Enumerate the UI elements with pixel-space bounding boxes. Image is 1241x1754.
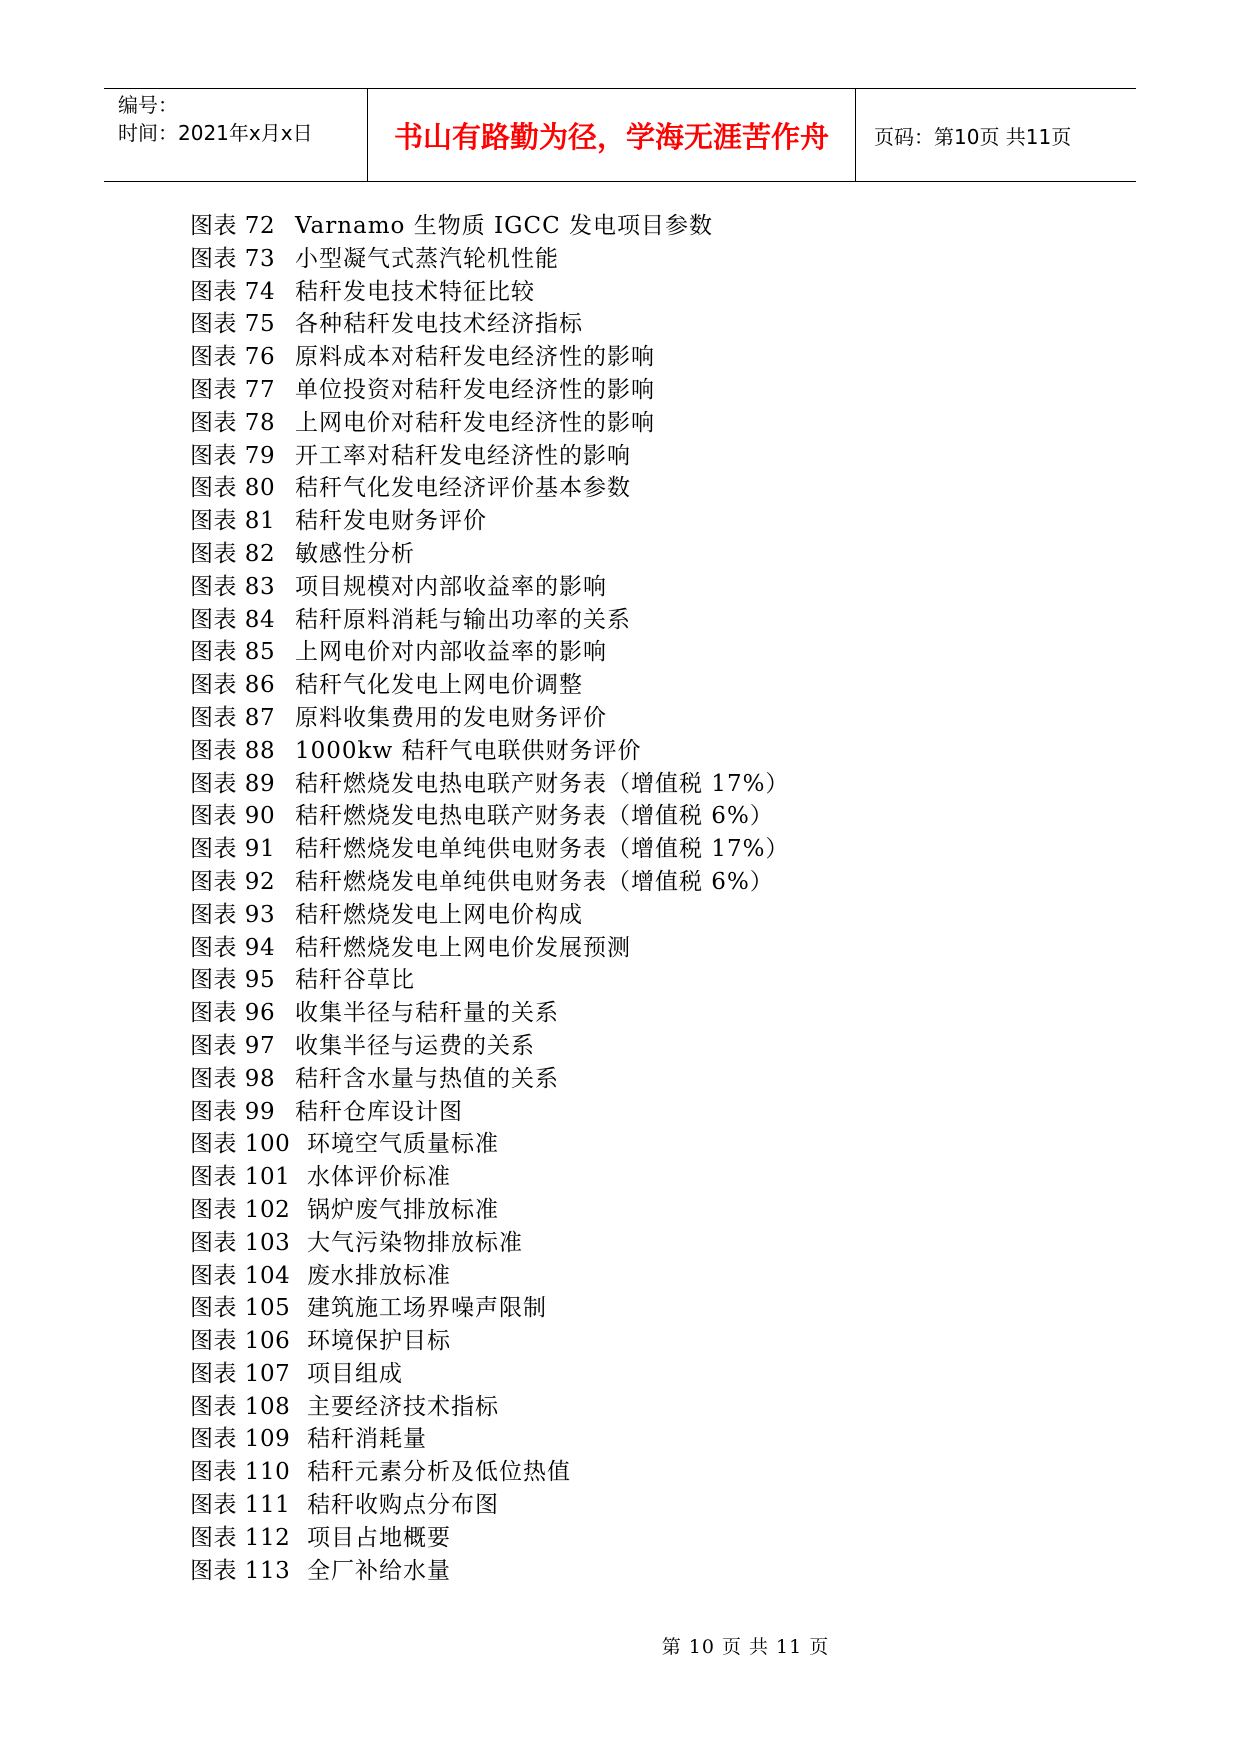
figure-title: 主要经济技术指标 [307, 1393, 499, 1420]
figure-list-item[interactable] [190, 735, 789, 768]
figure-title: 项目组成 [307, 1360, 403, 1387]
figure-list-item[interactable] [190, 571, 789, 604]
figure-title: 原料成本对秸秆发电经济性的影响 [295, 344, 655, 371]
figure-number: 图表 109 [190, 1426, 291, 1453]
figure-title: Varnamo 生物质 IGCC 发电项目参数 [295, 213, 713, 239]
figure-number: 图表 73 [190, 245, 276, 272]
header-motto: 书山有路勤为径，学海无涯苦作舟 [368, 89, 856, 181]
figure-list-item[interactable] [190, 669, 789, 702]
figure-number: 图表 97 [190, 1032, 276, 1059]
figure-title: 各种秸秆发电技术经济指标 [295, 311, 583, 338]
figure-number: 图表 82 [190, 540, 276, 567]
figure-list-item[interactable] [190, 538, 789, 571]
figure-list-item[interactable] [190, 1522, 789, 1555]
figure-list-item[interactable] [190, 472, 789, 505]
figure-list-item[interactable] [190, 833, 789, 866]
figure-title: 秸秆发电技术特征比较 [295, 278, 535, 305]
figure-title: 上网电价对秸秆发电经济性的影响 [295, 409, 655, 436]
figure-title: 水体评价标准 [307, 1164, 451, 1191]
figure-title: 敏感性分析 [295, 540, 415, 567]
figure-title: 小型凝气式蒸汽轮机性能 [295, 245, 559, 272]
figure-number: 图表 91 [190, 836, 276, 863]
figure-list-item[interactable] [190, 899, 789, 932]
figure-list-item[interactable] [190, 768, 789, 801]
figure-title: 秸秆燃烧发电热电联产财务表（增值税 17%） [295, 770, 790, 797]
figure-number: 图表 102 [190, 1196, 291, 1223]
figure-number: 图表 88 [190, 737, 276, 764]
figure-number: 图表 75 [190, 311, 276, 338]
figure-title: 环境空气质量标准 [307, 1131, 499, 1158]
figure-list-item[interactable] [190, 932, 789, 965]
figure-title: 秸秆气化发电上网电价调整 [295, 672, 583, 699]
figure-list-item[interactable] [190, 636, 789, 669]
figure-list-item[interactable] [190, 341, 789, 374]
figure-list-item[interactable] [190, 964, 789, 997]
figure-number: 图表 79 [190, 442, 276, 469]
figure-title: 项目占地概要 [307, 1524, 451, 1551]
figure-number: 图表 81 [190, 508, 276, 535]
figure-list-item[interactable] [190, 702, 789, 735]
figure-number: 图表 78 [190, 409, 276, 436]
figure-list-item[interactable] [190, 1325, 789, 1358]
figure-number: 图表 99 [190, 1098, 276, 1125]
figure-list-item[interactable] [190, 276, 789, 309]
figure-list-item[interactable] [190, 210, 789, 243]
figure-title: 秸秆仓库设计图 [295, 1098, 463, 1125]
figure-title: 秸秆燃烧发电上网电价构成 [295, 901, 583, 928]
document-number-label: 编号： [118, 93, 178, 117]
figure-number: 图表 96 [190, 1000, 276, 1027]
figure-title: 秸秆燃烧发电热电联产财务表（增值税 6%） [295, 803, 774, 830]
figure-list-item[interactable] [190, 374, 789, 407]
figure-list-item[interactable] [190, 1260, 789, 1293]
figure-title: 秸秆谷草比 [295, 967, 415, 994]
figure-title: 原料收集费用的发电财务评价 [295, 704, 607, 731]
figure-number: 图表 76 [190, 344, 276, 371]
figure-title: 环境保护目标 [307, 1328, 451, 1355]
figure-title: 大气污染物排放标准 [307, 1229, 523, 1256]
figure-list-item[interactable] [190, 1161, 789, 1194]
figure-list-item[interactable] [190, 1063, 789, 1096]
figure-list-item[interactable] [190, 440, 789, 473]
figure-list-item[interactable] [190, 604, 789, 637]
figure-list-item[interactable] [190, 1358, 789, 1391]
figure-title: 收集半径与运费的关系 [295, 1032, 535, 1059]
figure-list-item[interactable] [190, 407, 789, 440]
figure-number: 图表 111 [190, 1492, 291, 1519]
figure-number: 图表 106 [190, 1328, 291, 1355]
figure-number: 图表 95 [190, 967, 276, 994]
figure-title: 秸秆元素分析及低位热值 [307, 1459, 571, 1486]
figure-title: 秸秆气化发电经济评价基本参数 [295, 475, 631, 502]
figure-list-item[interactable] [190, 1227, 789, 1260]
figure-number: 图表 94 [190, 934, 276, 961]
figure-number: 图表 85 [190, 639, 276, 666]
page-footer: 第 10 页 共 11 页 [661, 1636, 830, 1658]
figure-title: 收集半径与秸秆量的关系 [295, 1000, 559, 1027]
figure-number: 图表 107 [190, 1360, 291, 1387]
figure-title: 全厂补给水量 [307, 1557, 451, 1584]
figure-title: 秸秆燃烧发电上网电价发展预测 [295, 934, 631, 961]
figure-list-item[interactable] [190, 308, 789, 341]
figure-title: 废水排放标准 [307, 1262, 451, 1289]
figure-number: 图表 83 [190, 573, 276, 600]
figure-number: 图表 72 [190, 213, 276, 239]
figure-list-item[interactable] [190, 1489, 789, 1522]
figure-number: 图表 80 [190, 475, 276, 502]
figure-number: 图表 92 [190, 868, 276, 895]
figure-list-item[interactable] [190, 866, 789, 899]
figure-number: 图表 110 [190, 1459, 291, 1486]
figure-list-item[interactable] [190, 1456, 789, 1489]
figure-title: 秸秆燃烧发电单纯供电财务表（增值税 17%） [295, 836, 790, 863]
figure-list-item[interactable] [190, 1194, 789, 1227]
figure-number: 图表 77 [190, 376, 276, 403]
figure-list-item[interactable] [190, 1555, 789, 1588]
figure-title: 秸秆消耗量 [307, 1426, 427, 1453]
figure-number: 图表 90 [190, 803, 276, 830]
figure-number: 图表 100 [190, 1131, 291, 1158]
figure-title: 秸秆原料消耗与输出功率的关系 [295, 606, 631, 633]
figure-title: 上网电价对内部收益率的影响 [295, 639, 607, 666]
figure-number: 图表 112 [190, 1524, 291, 1551]
figure-list-item[interactable] [190, 1128, 789, 1161]
figure-list-item[interactable] [190, 505, 789, 538]
figure-title: 锅炉废气排放标准 [307, 1196, 499, 1223]
figure-number: 图表 84 [190, 606, 276, 633]
page-header [104, 88, 1136, 182]
figure-list-item[interactable] [190, 1423, 789, 1456]
figure-number: 图表 103 [190, 1229, 291, 1256]
figure-number: 图表 86 [190, 672, 276, 699]
figure-title: 建筑施工场界噪声限制 [307, 1295, 547, 1322]
figure-title: 秸秆发电财务评价 [295, 508, 487, 535]
figure-number: 图表 98 [190, 1065, 276, 1092]
figure-title: 开工率对秸秆发电经济性的影响 [295, 442, 631, 469]
figure-title: 秸秆燃烧发电单纯供电财务表（增值税 6%） [295, 868, 774, 895]
figure-number: 图表 101 [190, 1164, 291, 1191]
figure-list-item[interactable] [190, 1292, 789, 1325]
header-page-info: 页码：第10页 共11页 [874, 124, 1072, 149]
figure-number: 图表 87 [190, 704, 276, 731]
figure-number: 图表 93 [190, 901, 276, 928]
figure-list-item[interactable] [190, 1391, 789, 1424]
header-meta [104, 89, 368, 181]
figure-title: 1000kw 秸秆气电联供财务评价 [295, 737, 642, 764]
document-time-label: 时间：2021年x月x日 [118, 121, 313, 145]
figure-number: 图表 113 [190, 1557, 291, 1584]
figure-number: 图表 104 [190, 1262, 291, 1289]
figure-number: 图表 108 [190, 1393, 291, 1420]
figure-title: 单位投资对秸秆发电经济性的影响 [295, 376, 655, 403]
figure-list-item[interactable] [190, 997, 789, 1030]
figure-list [190, 210, 789, 1587]
figure-number: 图表 105 [190, 1295, 291, 1322]
figure-list-item[interactable] [190, 1096, 789, 1129]
figure-number: 图表 89 [190, 770, 276, 797]
figure-title: 项目规模对内部收益率的影响 [295, 573, 607, 600]
figure-title: 秸秆收购点分布图 [307, 1492, 499, 1519]
figure-list-item[interactable] [190, 1030, 789, 1063]
figure-title: 秸秆含水量与热值的关系 [295, 1065, 559, 1092]
figure-list-item[interactable] [190, 800, 789, 833]
figure-number: 图表 74 [190, 278, 276, 305]
figure-list-item[interactable] [190, 243, 789, 276]
